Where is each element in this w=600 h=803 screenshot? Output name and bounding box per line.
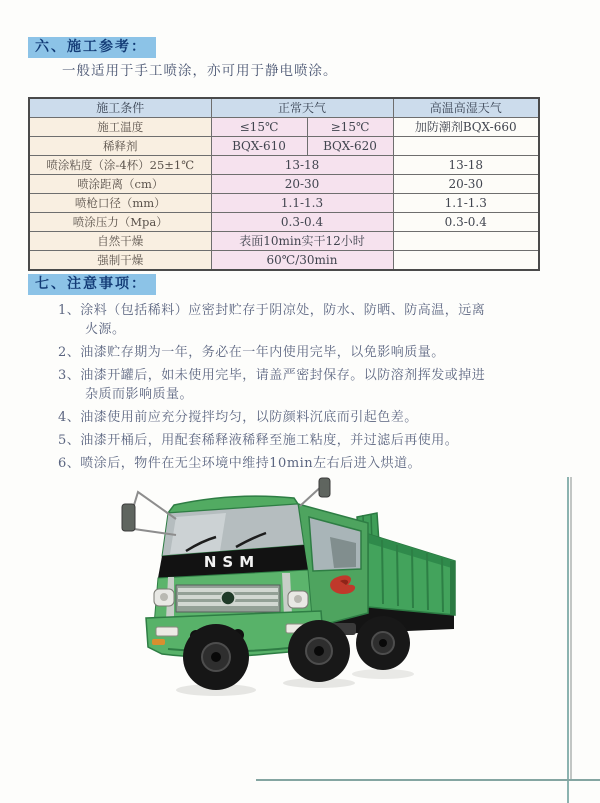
mirror-left: [122, 504, 135, 531]
mirror-arm-left: [131, 492, 176, 519]
cell-value: 20-30: [393, 175, 539, 194]
grille-emblem: [221, 591, 235, 605]
section6-heading: 六、施工参考：: [28, 37, 156, 58]
header-normal-weather: 正常天气: [211, 98, 393, 118]
cell-value: 0.3-0.4: [393, 213, 539, 232]
row-label: 喷枪口径（mm）: [29, 194, 211, 213]
cell-value: 13-18: [211, 156, 393, 175]
row-label: 喷涂压力（Mpa）: [29, 213, 211, 232]
table-row: [29, 213, 539, 232]
table-row: [29, 137, 539, 156]
row-label: 喷涂距离（cm）: [29, 175, 211, 194]
row-label: 自然干燥: [29, 232, 211, 251]
cell-value: BQX-610: [211, 137, 307, 156]
cell-value: ≤15℃: [211, 118, 307, 137]
cell-value: [393, 251, 539, 271]
truck-logo-text: NSM: [203, 553, 261, 571]
note-item: 5、油漆开桶后，用配套稀释液稀释至施工粘度，并过滤后再使用。: [58, 433, 459, 448]
note-item: 3、油漆开罐后，如未使用完毕，请盖严密封保存。以防溶剂挥发或掉进杂质而影响质量。: [58, 368, 486, 402]
table-row: [29, 251, 539, 271]
cell-value: 1.1-1.3: [393, 194, 539, 213]
mirror-right: [319, 478, 330, 497]
table-row: [29, 156, 539, 175]
table-row: [29, 118, 539, 137]
section6-intro-text: 一般适用于手工喷涂，亦可用于静电喷涂。: [62, 63, 338, 79]
row-label: 施工温度: [29, 118, 211, 137]
corner-line-vertical: [567, 477, 569, 803]
notes-list: [58, 301, 490, 477]
corner-line-horizontal: [256, 779, 600, 781]
note-item: 4、油漆使用前应充分搅拌均匀，以防颜料沉底而引起色差。: [58, 410, 418, 425]
corner-line-shadow: [570, 477, 572, 779]
cell-value: 0.3-0.4: [211, 213, 393, 232]
cell-value: 加防潮剂BQX-660: [393, 118, 539, 137]
cell-value: [393, 137, 539, 156]
table-row: [29, 194, 539, 213]
bed-rear-post: [450, 561, 455, 615]
spray-conditions-table: [28, 97, 540, 271]
cell-value: ≥15℃: [307, 118, 393, 137]
row-label: 喷涂粘度（涂-4杯）25±1℃: [29, 156, 211, 175]
cell-value: 1.1-1.3: [211, 194, 393, 213]
cell-value: 60℃/30min: [211, 251, 393, 271]
truck-illustration: [116, 477, 464, 705]
cell-value: 20-30: [211, 175, 393, 194]
table-header-row: [29, 98, 539, 118]
cell-value: BQX-620: [307, 137, 393, 156]
note-item: 2、油漆贮存期为一年，务必在一年内使用完毕，以免影响质量。: [58, 345, 445, 360]
row-label: 稀释剂: [29, 137, 211, 156]
truck-photo: [116, 477, 464, 705]
table-row: [29, 232, 539, 251]
wheel-shadow: [352, 669, 414, 679]
table-row: [29, 175, 539, 194]
header-condition: 施工条件: [29, 98, 211, 118]
windshield-glare: [170, 513, 226, 554]
cell-value: 13-18: [393, 156, 539, 175]
note-item: 1、涂料（包括稀料）应密封贮存于阴凉处，防水、防晒、防高温，远离火源。: [58, 303, 486, 337]
header-humid-weather: 高温高湿天气: [393, 98, 539, 118]
bumper-marker-light: [156, 627, 178, 636]
bumper-turn-signal: [152, 639, 165, 645]
row-label: 强制干燥: [29, 251, 211, 271]
cell-value: 表面10min实干12小时: [211, 232, 393, 251]
cell-value: [393, 232, 539, 251]
section7-heading: 七、注意事项：: [28, 274, 156, 295]
note-item: 6、喷涂后，物件在无尘环境中维持10min左右后进入烘道。: [58, 456, 422, 471]
